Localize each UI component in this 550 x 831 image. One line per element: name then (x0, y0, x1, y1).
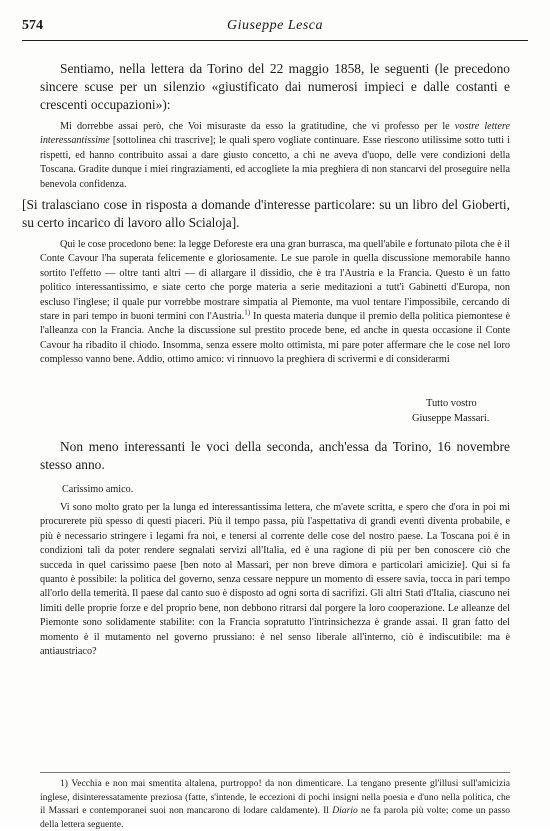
quote-1-italic: vostre lettere interessantissime (40, 121, 510, 147)
quote-1-rest: [sottolinea chi trascrive]; le quali spero vogliate continuare. Esse riescono utilissime sotto tutti i rispetti, ed hanno contribuito assai a dare giusto concetto, a chi ne aveva d'uopo, delle vere condizioni della Toscana. Gradite dunque i miei ringraziamenti, ed accogliete la mia preghiera di non stancarvi del proseguire nella benevola confidenza. (40, 135, 510, 190)
footnote-reference: 1) (244, 308, 251, 317)
quoted-letter-3: Vi sono molto grato per la lunga ed interessantissima lettera, che m'avete scritta, e spero che d'ora in poi mi procurerete più spesso di questi piaceri. Più il tempo passa, più l'aspettativa di grandi eventi diventa probabile, e più è necessario stringere i legami fra noi, e tenersi al corrente delle cose del nostro paese. La Toscana poi è in condizioni tali da poter rendere segnalati servizi all'Italia, ed è una ragione di più per ben conoscere ciò che succeda in quel carissimo paese [ben noto al Massari, per non breve dimora e particolari amicizie]. Qui si fa quanto è possibile: la politica del governo, senza cessare neppure un momento di essere savia, tocca in pari tempo all'orlo della temerità. Il paese dal canto suo è disposto ad ogni sorta di sacrifizi. Gli altri Stati d'Italia, ciascuno nei limiti delle proprie forze e del proprio bene, non debbono ritrarsi dal porgere la loro cooperazione. Le alleanze del Piemonte sono solidamente stabilite: con la Francia sopratutto l'intrinsichezza è grande assai. Il gran fatto del momento è il mutamento nel governo prussiano: è nel senso liberale all'interno, ciò è indiscutibile: ma è antiaustriaco? (40, 502, 510, 658)
quote-1-text: Mi dorrebbe assai però, che Voi misuraste da esso la gratitudine, che vi professo per le (60, 121, 450, 132)
quote-2-text-rest: In questa materia dunque il premio della politica piemontese è l'alleanza con la Francia. Anche la discussione sul prestito procede bene, ed anche in questa occasione il Conte Cavour ha ribadito il chiodo. Insomma, senza essere molto ottimista, mi pare poter affermare che le cose nel loro complesso vanno bene. Addio, ottimo amico: vi rinnuovo la preghiera di scrivermi e di considerarmi (40, 311, 510, 366)
page-number: 574 (22, 18, 43, 33)
footnote-marker: 1) (60, 778, 68, 789)
page-header (22, 18, 528, 41)
intro-paragraph-2: Non meno interessanti le voci della seconda, anch'essa da Torino, 16 novembre stesso anno. (40, 439, 510, 472)
footnote-text-a: Vecchia e non mai smentita altalena, purtroppo! da non dimenticare. La tengano presente gl'illusi sull'amicizia inglese, disinteressatamente preziosa (fatte, s'intende, le eccezioni di pochi insigni nella poesia e d'uno nella politica, che il Massari e contemporanei suoi non mancarono di lodare caldamente). Il (40, 778, 510, 817)
salutation: Carissimo amico. (62, 484, 134, 495)
footnote-rule (40, 772, 510, 773)
quote-2-text: Qui le cose procedono bene: la legge Deforeste era una gran burrasca, ma quell'abile e fortunato pilota che è il Conte Cavour l'ha superata felicemente e gloriosamente. Le sue parole in quella discussione memorabile hanno sortito l'effetto — oltre tanti altri — di allargare il dissidio, che è tra l'Austria e la Francia. Questo è un fatto politico interessantissimo, e siate certo che porge materia a serie meditazioni a tutt'i Gabinetti d'Europa, non escluso l'inglese; il quale pur vorrebbe mostrare simpatia al Piemonte, ma vuol tentare l'impossibile, cercando di stare in pari tempo in buoni termini con l'Austria. (40, 239, 510, 323)
signature-massari: Giuseppe Massari. (412, 413, 490, 424)
footnote (40, 777, 510, 831)
quoted-letter-2 (40, 238, 510, 368)
intro-paragraph-1: Sentiamo, nella lettera da Torino del 22 maggio 1858, le seguenti (le precedono sincere scuse per un silenzio «giustificato dai numerosi impieci e dalle costanti e crescenti occupazioni»): (40, 61, 510, 112)
footnote-italic: Diario (332, 805, 358, 817)
bracket-note: [Si tralasciano cose in risposta a domande d'interesse particolare: su un libro del Gioberti, su certo incarico di lavoro allo Scialoja]. (22, 197, 510, 230)
closing-phrase: Tutto vostro (426, 398, 477, 409)
running-head: Giuseppe Lesca (226, 18, 324, 33)
footnote-text-b: ne fa parola più volte; come un passo della lettera seguente. (40, 805, 511, 830)
quoted-letter-1 (40, 120, 510, 192)
